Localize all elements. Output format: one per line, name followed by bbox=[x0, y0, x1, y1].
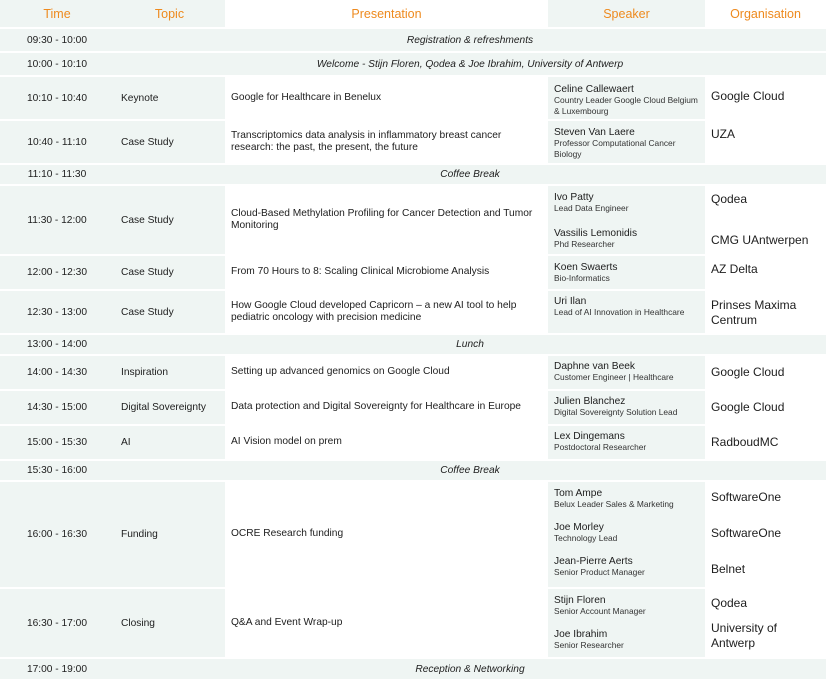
organisation-name: Google Cloud bbox=[711, 89, 785, 103]
speaker-cell bbox=[548, 290, 705, 334]
session-time: 09:30 - 10:00 bbox=[0, 28, 114, 52]
speaker-name: Steven Van Laere bbox=[554, 127, 635, 138]
session-time: 14:30 - 15:00 bbox=[0, 390, 114, 425]
organisation-cell bbox=[705, 425, 826, 460]
speaker-name: Celine Callewaert bbox=[554, 84, 634, 95]
speaker-name: Daphne van Beek bbox=[554, 361, 635, 372]
speaker-name: Tom Ampe bbox=[554, 488, 603, 499]
organisation-name: Belnet bbox=[711, 562, 746, 576]
speaker bbox=[554, 192, 699, 214]
agenda-session-row bbox=[0, 481, 826, 588]
organisation-list bbox=[711, 291, 820, 333]
speaker-role: Belux Leader Sales & Marketing bbox=[554, 499, 674, 509]
session-title: OCRE Research funding bbox=[225, 481, 548, 588]
session-title: Transcriptomics data analysis in inflammatory breast cancer research: the past, the present, the future bbox=[225, 120, 548, 164]
agenda-break-row bbox=[0, 334, 826, 355]
session-title: Q&A and Event Wrap-up bbox=[225, 588, 548, 658]
speaker-name: Joe Morley bbox=[554, 522, 604, 533]
speaker bbox=[554, 84, 699, 116]
speaker-name: Stijn Floren bbox=[554, 595, 606, 606]
speaker-role: Lead of AI Innovation in Healthcare bbox=[554, 307, 685, 317]
agenda-session-row bbox=[0, 390, 826, 425]
header-presentation: Presentation bbox=[225, 0, 548, 28]
session-topic: Funding bbox=[114, 481, 225, 588]
header-row bbox=[0, 0, 826, 28]
break-label: Reception & Networking bbox=[114, 658, 826, 679]
speaker-role: Lead Data Engineer bbox=[554, 203, 629, 213]
session-time: 17:00 - 19:00 bbox=[0, 658, 114, 679]
speaker-list bbox=[554, 121, 699, 163]
header-speaker: Speaker bbox=[548, 0, 705, 28]
speaker-list bbox=[554, 291, 699, 333]
speaker-cell bbox=[548, 120, 705, 164]
agenda-break-row bbox=[0, 52, 826, 76]
organisation-name: AZ Delta bbox=[711, 262, 758, 276]
break-label: Lunch bbox=[114, 334, 826, 355]
organisation-cell bbox=[705, 185, 826, 255]
speaker bbox=[554, 488, 699, 510]
speaker-list bbox=[554, 256, 699, 289]
organisation-name: Google Cloud bbox=[711, 365, 785, 379]
speaker-role: Digital Sovereignty Solution Lead bbox=[554, 407, 678, 417]
organisation-name: SoftwareOne bbox=[711, 526, 782, 540]
agenda-session-row bbox=[0, 255, 826, 290]
speaker-name: Julien Blanchez bbox=[554, 396, 626, 407]
break-label: Welcome - Stijn Floren, Qodea & Joe Ibrahim, University of Antwerp bbox=[114, 52, 826, 76]
speaker bbox=[554, 262, 699, 284]
session-title: Data protection and Digital Sovereignty for Healthcare in Europe bbox=[225, 390, 548, 425]
speaker-cell bbox=[548, 255, 705, 290]
organisation-cell bbox=[705, 290, 826, 334]
session-time: 12:30 - 13:00 bbox=[0, 290, 114, 334]
session-time: 16:00 - 16:30 bbox=[0, 481, 114, 588]
header-time: Time bbox=[0, 0, 114, 28]
speaker-name: Jean-Pierre Aerts bbox=[554, 556, 633, 567]
session-time: 13:00 - 14:00 bbox=[0, 334, 114, 355]
session-time: 12:00 - 12:30 bbox=[0, 255, 114, 290]
organisation-cell bbox=[705, 76, 826, 120]
organisation-cell bbox=[705, 120, 826, 164]
speaker-role: Senior Researcher bbox=[554, 640, 624, 650]
speaker-cell bbox=[548, 425, 705, 460]
organisation-list bbox=[711, 426, 820, 459]
speaker-role: Senior Product Manager bbox=[554, 567, 645, 577]
speaker bbox=[554, 556, 699, 578]
session-topic: Keynote bbox=[114, 76, 225, 120]
header-topic: Topic bbox=[114, 0, 225, 28]
organisation-cell bbox=[705, 481, 826, 588]
speaker bbox=[554, 228, 699, 250]
break-label: Coffee Break bbox=[114, 460, 826, 481]
speaker bbox=[554, 396, 699, 418]
session-topic: Closing bbox=[114, 588, 225, 658]
speaker-list bbox=[554, 186, 699, 254]
agenda-break-row bbox=[0, 28, 826, 52]
speaker-list bbox=[554, 391, 699, 424]
session-topic: Case Study bbox=[114, 255, 225, 290]
organisation-name: Qodea bbox=[711, 192, 748, 206]
speaker bbox=[554, 127, 699, 159]
agenda-break-row bbox=[0, 164, 826, 185]
session-time: 11:10 - 11:30 bbox=[0, 164, 114, 185]
speaker-role: Phd Researcher bbox=[554, 239, 615, 249]
session-topic: AI bbox=[114, 425, 225, 460]
speaker-name: Koen Swaerts bbox=[554, 262, 618, 273]
organisation-list bbox=[711, 186, 820, 254]
speaker-role: Professor Computational Cancer Biology bbox=[554, 138, 676, 159]
session-time: 14:00 - 14:30 bbox=[0, 355, 114, 390]
session-time: 11:30 - 12:00 bbox=[0, 185, 114, 255]
organisation-name: UZA bbox=[711, 127, 735, 141]
speaker-cell bbox=[548, 481, 705, 588]
header-organisation: Organisation bbox=[705, 0, 826, 28]
speaker-name: Ivo Patty bbox=[554, 192, 594, 203]
session-topic: Digital Sovereignty bbox=[114, 390, 225, 425]
organisation-name: SoftwareOne bbox=[711, 490, 782, 504]
speaker-role: Postdoctoral Researcher bbox=[554, 442, 647, 452]
session-time: 10:10 - 10:40 bbox=[0, 76, 114, 120]
session-title: Cloud-Based Methylation Profiling for Cancer Detection and Tumor Monitoring bbox=[225, 185, 548, 255]
speaker-name: Vassilis Lemonidis bbox=[554, 228, 638, 239]
session-title: Setting up advanced genomics on Google Cloud bbox=[225, 355, 548, 390]
break-label: Registration & refreshments bbox=[114, 28, 826, 52]
speaker-role: Customer Engineer | Healthcare bbox=[554, 372, 674, 382]
organisation-cell bbox=[705, 255, 826, 290]
organisation-name: Google Cloud bbox=[711, 400, 785, 414]
speaker-cell bbox=[548, 185, 705, 255]
speaker-cell bbox=[548, 76, 705, 120]
speaker-cell bbox=[548, 390, 705, 425]
speaker-role: Bio-Informatics bbox=[554, 273, 610, 283]
speaker-role: Senior Account Manager bbox=[554, 606, 646, 616]
organisation-name: CMG UAntwerpen bbox=[711, 233, 809, 247]
session-topic: Case Study bbox=[114, 185, 225, 255]
organisation-name: RadboudMC bbox=[711, 435, 779, 449]
organisation-list bbox=[711, 589, 820, 657]
organisation-list bbox=[711, 77, 820, 119]
session-title: How Google Cloud developed Capricorn – a new AI tool to help pediatric oncology with precision medicine bbox=[225, 290, 548, 334]
speaker-role: Technology Lead bbox=[554, 533, 618, 543]
session-time: 16:30 - 17:00 bbox=[0, 588, 114, 658]
speaker bbox=[554, 629, 699, 651]
organisation-cell bbox=[705, 390, 826, 425]
speaker-list bbox=[554, 482, 699, 587]
speaker bbox=[554, 361, 699, 383]
speaker bbox=[554, 595, 699, 617]
break-label: Coffee Break bbox=[114, 164, 826, 185]
agenda-session-row bbox=[0, 290, 826, 334]
speaker-list bbox=[554, 356, 699, 389]
organisation-cell bbox=[705, 355, 826, 390]
speaker-cell bbox=[548, 355, 705, 390]
session-topic: Case Study bbox=[114, 290, 225, 334]
session-title: Google for Healthcare in Benelux bbox=[225, 76, 548, 120]
organisation-list bbox=[711, 121, 820, 163]
speaker-list bbox=[554, 77, 699, 119]
speaker bbox=[554, 522, 699, 544]
agenda-session-row bbox=[0, 185, 826, 255]
organisation-list bbox=[711, 256, 820, 289]
organisation-list bbox=[711, 391, 820, 424]
agenda-session-row bbox=[0, 76, 826, 120]
agenda-break-row bbox=[0, 658, 826, 679]
organisation-name: University of Antwerp bbox=[711, 621, 778, 650]
organisation-list bbox=[711, 356, 820, 389]
session-time: 15:30 - 16:00 bbox=[0, 460, 114, 481]
session-topic: Inspiration bbox=[114, 355, 225, 390]
agenda-session-row bbox=[0, 588, 826, 658]
speaker-cell bbox=[548, 588, 705, 658]
speaker-name: Lex Dingemans bbox=[554, 431, 625, 442]
speaker-list bbox=[554, 426, 699, 459]
agenda-session-row bbox=[0, 355, 826, 390]
speaker bbox=[554, 296, 699, 318]
session-time: 10:00 - 10:10 bbox=[0, 52, 114, 76]
speaker-list bbox=[554, 589, 699, 657]
organisation-name: Qodea bbox=[711, 596, 748, 610]
session-time: 10:40 - 11:10 bbox=[0, 120, 114, 164]
session-time: 15:00 - 15:30 bbox=[0, 425, 114, 460]
session-title: From 70 Hours to 8: Scaling Clinical Microbiome Analysis bbox=[225, 255, 548, 290]
speaker-name: Joe Ibrahim bbox=[554, 629, 608, 640]
session-title: AI Vision model on prem bbox=[225, 425, 548, 460]
organisation-list bbox=[711, 482, 820, 587]
speaker-role: Country Leader Google Cloud Belgium & Luxembourg bbox=[554, 95, 698, 116]
organisation-cell bbox=[705, 588, 826, 658]
agenda-break-row bbox=[0, 460, 826, 481]
session-topic: Case Study bbox=[114, 120, 225, 164]
organisation-name: Prinses Maxima Centrum bbox=[711, 298, 797, 327]
speaker bbox=[554, 431, 699, 453]
agenda-session-row bbox=[0, 425, 826, 460]
agenda-body bbox=[0, 28, 826, 679]
speaker-name: Uri Ilan bbox=[554, 296, 587, 307]
agenda-session-row bbox=[0, 120, 826, 164]
